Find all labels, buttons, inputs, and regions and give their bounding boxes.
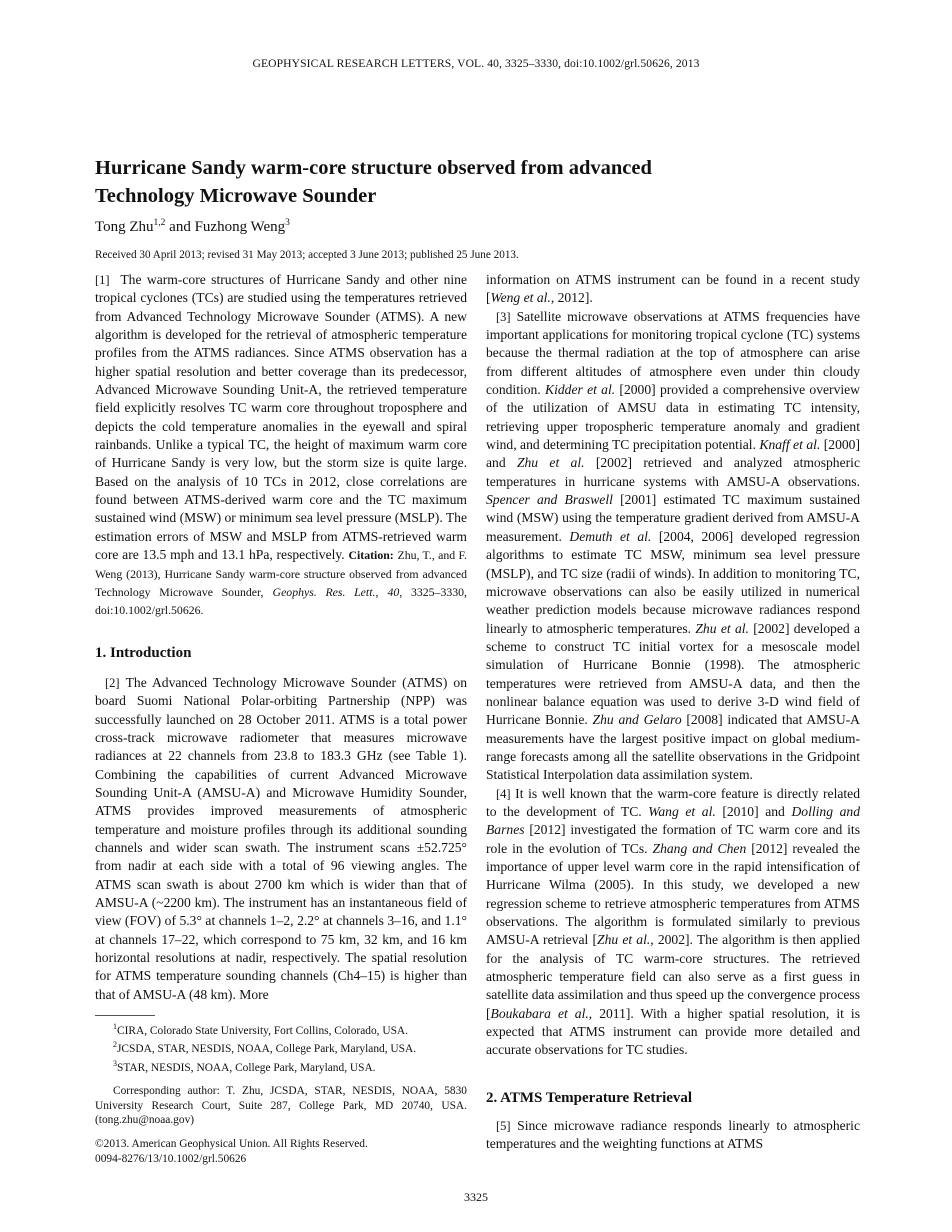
footnote [95, 1020, 467, 1038]
body-paragraph-continued [486, 271, 860, 308]
body-paragraph [95, 674, 467, 1004]
paragraph-number: [5] [496, 1119, 511, 1134]
issn-line: 0094-8276/13/10.1002/grl.50626 [95, 1152, 247, 1165]
body-paragraph [486, 785, 860, 1060]
paragraph-number: [2] [105, 675, 120, 690]
text-run: , 2011]. With a higher spatial resolution, it is expected that ATMS instrument can provide more detailed and accurate observations for TC studies. [486, 1005, 860, 1058]
author-name: Tong Zhu [95, 219, 154, 235]
text-run: [2000] and [486, 437, 860, 471]
footnote-divider [95, 1015, 155, 1016]
text-run: [2000] provided a comprehensive overview of the utilization of AMSU data in estimating TC intensity, retrieving upper tropospheric temperature anomaly and gradient wind, and determining TC precipitation potential. [486, 382, 860, 453]
section-heading-introduction: 1. Introduction [95, 644, 192, 661]
copyright-notice: ©2013. American Geophysical Union. All Rights Reserved. [95, 1138, 368, 1151]
reference-author: Dolling and Barnes [486, 803, 860, 838]
footnote-text: STAR, NESDIS, NOAA, College Park, Maryland, USA. [117, 1061, 376, 1074]
corresponding-author: Corresponding author: T. Zhu, JCSDA, STAR, NESDIS, NOAA, 5830 University Research Court, Suite 287, College Park, MD 20740, USA. (tong.zhu@noaa.gov) [95, 1085, 467, 1127]
right-column [486, 271, 860, 1154]
title-line-2: Technology Microwave Sounder [95, 185, 377, 207]
citation-label: Citation: [348, 548, 394, 563]
footnote [95, 1057, 467, 1075]
text-run: [2002] retrieved and analyzed atmospheric temperatures in hurricane systems with AMSU-A observations. [486, 455, 860, 489]
abstract-text: The warm-core structures of Hurricane Sandy and other nine tropical cyclones (TCs) are studied using the temperatures retrieved from Advanced Technology Microwave Sounder (ATMS). A new algorithm is developed for the retrieval of atmospheric temperature profiles from the ATMS radiances. Since ATMS observation has a higher spatial resolution and better coverage than its predecessor, Advanced Microwave Sounding Unit-A, the retrieved temperature field explicitly resolves TC warm core throughout troposphere and depicts the cold temperature anomalies in the eyewall and spiral rainbands. Unlike a typical TC, the height of maximum warm core of Hurricane Sandy is very low, but the storm size is quite large. Based on the analysis of 10 TCs in 2012, close correlations are found between ATMS-derived warm core and the TC maximum sustained wind (MSW) or minimum sea level pressure (MSLP). The estimation errors of MSW and MSLP from ATMS-retrieved warm core are 13.5 mph and 13.1 hPa, respectively. [95, 272, 468, 563]
received-dates: Received 30 April 2013; revised 31 May 2013; accepted 3 June 2013; published 25 June 2013. [95, 249, 519, 261]
footnote-marker: 3 [113, 1058, 117, 1068]
affiliation-marker: 1,2 [153, 218, 166, 228]
text-run: Satellite microwave observations at ATMS frequencies have important applications for monitoring tropical cyclone (TC) systems because the thermal radiation at the top of atmosphere can arise from different altitudes of atmosphere even under thin cloudy condition. [486, 308, 860, 398]
citation-journal: Geophys. Res. Lett. [272, 584, 376, 599]
reference-author: Boukabara et al. [490, 1005, 589, 1021]
reference-author: Spencer and Braswell [486, 492, 613, 508]
paragraph-text: Since microwave radiance responds linearly to atmospheric temperatures and the weighting functions at ATMS [486, 1118, 860, 1152]
abstract-paragraph [95, 271, 467, 620]
text-run: [2010] and [722, 803, 785, 819]
text-run: [2001] estimated TC maximum sustained wind (MSW) using the temperature gradient derived from AMSU-A measurement. [486, 492, 860, 544]
reference-author: Weng et al. [490, 290, 551, 306]
text-run: [2004, 2006] developed regression algorithms to estimate TC MSW, minimum sea level pressure (MSLP), and TC size (radii of winds). In addition to monitoring TC, microwave observations can also be easily utilized in numerical weather prediction models because microwave radiances respond linearly to atmospheric temperatures. [486, 528, 860, 636]
footnote-marker: 1 [113, 1022, 117, 1032]
footnote-text: JCSDA, STAR, NESDIS, NOAA, College Park, Maryland, USA. [117, 1043, 417, 1056]
reference-author: Zhu et al. [516, 455, 585, 471]
citation-separator: , [375, 584, 379, 599]
text-run: [2012] investigated the formation of TC warm core and its role in the evolution of TCs. [486, 822, 860, 856]
text-run: [2012] revealed the importance of upper level warm core in the rapid intensification of Hurricane Wilma (2005). In this study, we developed a new regression scheme to retrieve atmospheric temperatures from ATMS observations. The algorithm is formulated similarly to previous AMSU-A retrieval [ [486, 840, 860, 948]
text-run: , 2012]. [550, 290, 593, 306]
paragraph-text: The Advanced Technology Microwave Sounder (ATMS) on board Suomi National Polar-orbiting Partnership (NPP) was successfully launched on 28 October 2011. ATMS is a total power cross-track microwave radiometer that measures microwave radiances at 22 channels from 23.8 to 183.3 GHz (see Table 1). Combining the capabilities of current Advanced Microwave Sounding Unit-A (AMSU-A) and Microwave Humidity Sounder, ATMS provides improved measurements of atmospheric temperature and moisture profiles through its additional sounding channels and wider scan swath. The instrument scans ±52.725° from nadir at each side with a total of 96 viewing angles. The ATMS scan swath is about 2700 km which is wider than that of AMSU-A (~2200 km). The instrument has an instantaneous field of view (FOV) of 5.3° at channels 1–2, 2.2° at channels 3–16, and 1.1° at channels 17–22, which correspond to 75 km, 32 km, and 16 km horizontal resolutions at nadir, respectively. The spatial resolution for ATMS temperature sounding channels (Ch4–15) is higher than that of AMSU-A (48 km). More [95, 674, 467, 1002]
footnote [95, 1038, 467, 1056]
reference-author: Zhu et al. [597, 932, 651, 948]
paragraph-number: [1] [95, 273, 110, 287]
citation-text: Zhu, T., and F. Weng (2013), Hurricane Sandy warm-core structure observed from advanced Technology Microwave Sounder, [95, 548, 468, 599]
reference-author: Kidder et al. [545, 382, 616, 398]
title-line-1: Hurricane Sandy warm-core structure observed from advanced [95, 157, 652, 179]
paragraph-number: [3] [496, 309, 511, 324]
body-paragraph [486, 308, 860, 785]
page-number: 3325 [464, 1190, 488, 1204]
footnote-text: CIRA, Colorado State University, Fort Collins, Colorado, USA. [117, 1024, 408, 1037]
reference-author: Zhu et al. [695, 620, 749, 636]
text-run: [2002] developed a scheme to construct TC initial vortex for a mesoscale model simulation of Hurricane Bonnie (1998). The atmospheric temperatures were retrieved from AMSU-A data, and then the nonlinear balance equation was used to derive 3-D wind field of Hurricane Bonnie. [486, 620, 861, 728]
reference-author: Demuth et al. [569, 528, 652, 544]
author-list [95, 218, 290, 236]
reference-author: Knaff et al. [759, 437, 821, 453]
citation-pages: , 3325–3330, doi:10.1002/grl.50626. [95, 584, 467, 618]
reference-author: Zhang and Chen [652, 840, 747, 856]
body-paragraph [486, 1117, 860, 1154]
footnote-marker: 2 [113, 1040, 117, 1050]
citation-volume: 40 [387, 584, 400, 599]
reference-author: Zhu and Gelaro [592, 712, 682, 728]
section-heading-atms-retrieval: 2. ATMS Temperature Retrieval [486, 1089, 693, 1106]
article-title [95, 154, 875, 210]
text-run: It is well known that the warm-core feature is directly related to the development of TC. [486, 785, 860, 819]
text-run: , 2002]. The algorithm is then applied for the analysis of TC warm-core structures. The retrieved atmospheric temperature field can also serve as a first guess in satellite data assimilation and thus speed up the convergence process [ [486, 932, 860, 1021]
left-column [95, 271, 467, 1166]
affiliation-marker: 3 [285, 218, 290, 228]
author-conjunction: and [165, 219, 195, 235]
copyright-block [95, 1137, 467, 1166]
author-name: Fuzhong Weng [194, 219, 286, 235]
journal-header: GEOPHYSICAL RESEARCH LETTERS, VOL. 40, 3325–3330, doi:10.1002/grl.50626, 2013 [252, 57, 700, 70]
reference-author: Wang et al. [648, 803, 716, 819]
text-run: information on ATMS instrument can be found in a recent study [ [486, 272, 860, 306]
paragraph-number: [4] [496, 786, 511, 801]
text-run: [2008] indicated that AMSU-A measurements have the largest positive impact on global medium-range forecasts among all the satellite observations in the Gridpoint Statistical Interpolation data assimilation system. [486, 712, 860, 783]
